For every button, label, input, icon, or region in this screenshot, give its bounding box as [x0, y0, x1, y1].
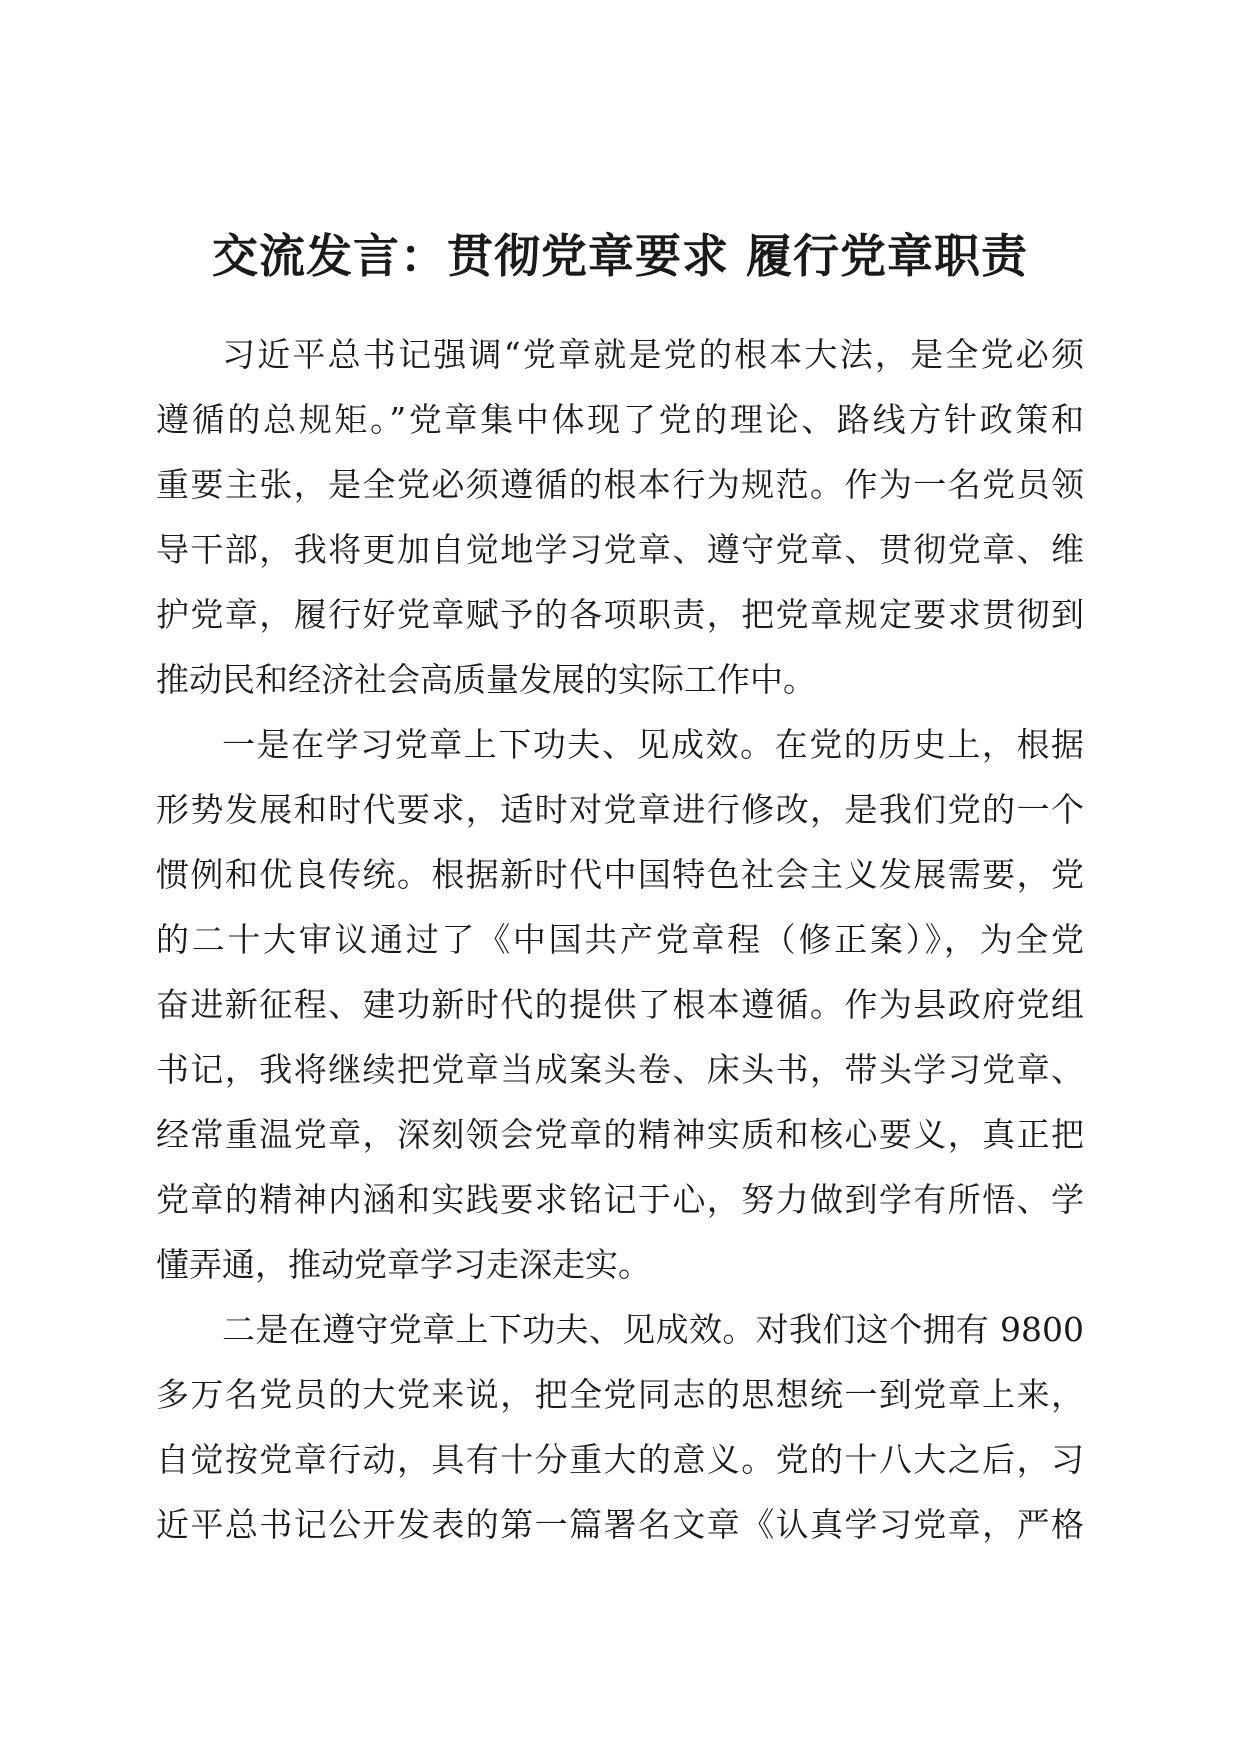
- paragraph-2-line-1: 一是在学习党章上下功夫、见成效。在党的历史上，根据: [222, 725, 1084, 764]
- paragraph-1-line-6: 推动民和经济社会高质量发展的实际工作中。: [156, 660, 816, 699]
- paragraph-2-line-3: 惯例和优良传统。根据新时代中国特色社会主义发展需要，党: [156, 855, 1084, 894]
- paragraph-3-line-2: 多万名党员的大党来说，把全党同志的思想统一到党章上来，: [156, 1375, 1084, 1414]
- paragraph-3-line-1: 二是在遵守党章上下功夫、见成效。对我们这个拥有 9800: [222, 1310, 1084, 1349]
- paragraph-1-line-1: 习近平总书记强调“党章就是党的根本大法，是全党必须: [222, 335, 1084, 374]
- paragraph-3-line-3: 自觉按党章行动，具有十分重大的意义。党的十八大之后，习: [156, 1440, 1084, 1479]
- paragraph-1-line-2: 遵循的总规矩。”党章集中体现了党的理论、路线方针政策和: [156, 400, 1084, 439]
- paragraph-1-line-3: 重要主张，是全党必须遵循的根本行为规范。作为一名党员领: [156, 465, 1084, 504]
- paragraph-1-line-5: 护党章，履行好党章赋予的各项职责，把党章规定要求贯彻到: [156, 595, 1084, 634]
- paragraph-2-line-4: 的二十大审议通过了《中国共产党章程（修正案）》，为全党: [156, 920, 1084, 959]
- paragraph-2-line-5: 奋进新征程、建功新时代的提供了根本遵循。作为县政府党组: [156, 985, 1084, 1024]
- paragraph-2-line-9: 懂弄通，推动党章学习走深走实。: [156, 1245, 651, 1284]
- document-body: [156, 322, 1084, 1557]
- paragraph-2-line-2: 形势发展和时代要求，适时对党章进行修改，是我们党的一个: [156, 790, 1084, 829]
- paragraph-2-line-6: 书记，我将继续把党章当成案头卷、床头书，带头学习党章、: [156, 1050, 1084, 1089]
- paragraph-2-line-8: 党章的精神内涵和实践要求铭记于心，努力做到学有所悟、学: [156, 1180, 1084, 1219]
- paragraph-3-line-4: 近平总书记公开发表的第一篇署名文章《认真学习党章，严格: [156, 1505, 1084, 1544]
- document-title: 交流发言：贯彻党章要求 履行党章职责: [211, 229, 1028, 283]
- paragraph-1-line-4: 导干部，我将更加自觉地学习党章、遵守党章、贯彻党章、维: [156, 530, 1084, 569]
- paragraph-2-line-7: 经常重温党章，深刻领会党章的精神实质和核心要义，真正把: [156, 1115, 1084, 1154]
